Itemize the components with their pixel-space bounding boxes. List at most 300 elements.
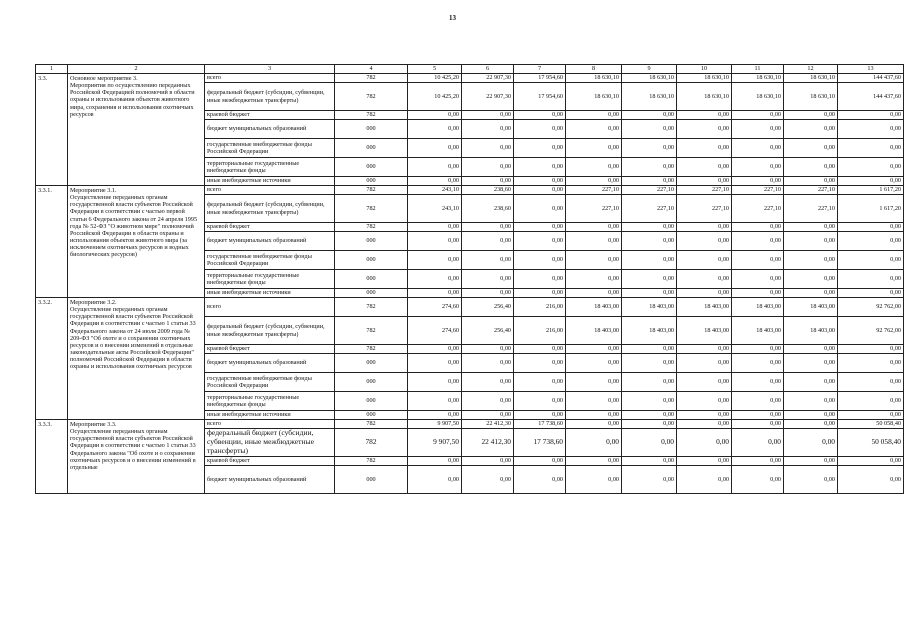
amount-value: 0,00: [408, 373, 462, 392]
amount-value: 0,00: [462, 251, 514, 270]
amount-value: 0,00: [514, 345, 566, 354]
amount-value: 0,00: [514, 158, 566, 177]
amount-value: 0,00: [677, 345, 732, 354]
amount-value: 0,00: [677, 111, 732, 120]
amount-value: 0,00: [408, 223, 462, 232]
amount-value: 0,00: [677, 270, 732, 289]
amount-value: 227,10: [732, 186, 784, 195]
amount-value: 256,40: [462, 298, 514, 317]
funding-source: бюджет муниципальных образований: [205, 232, 335, 251]
total-value: 144 437,60: [838, 83, 904, 111]
amount-value: 0,00: [514, 177, 566, 186]
amount-value: 0,00: [677, 411, 732, 420]
amount-value: 0,00: [462, 411, 514, 420]
amount-value: 0,00: [784, 392, 838, 411]
amount-value: 0,00: [408, 251, 462, 270]
amount-value: 0,00: [784, 457, 838, 466]
amount-value: 0,00: [677, 354, 732, 373]
amount-value: 0,00: [462, 457, 514, 466]
amount-value: 0,00: [732, 457, 784, 466]
total-value: 0,00: [838, 232, 904, 251]
budget-code: 000: [335, 139, 408, 158]
amount-value: 0,00: [784, 251, 838, 270]
amount-value: 0,00: [566, 466, 622, 494]
total-value: 0,00: [838, 139, 904, 158]
amount-value: 0,00: [677, 289, 732, 298]
amount-value: 18 630,10: [784, 83, 838, 111]
funding-source: краевой бюджет: [205, 111, 335, 120]
amount-value: 0,00: [732, 120, 784, 139]
amount-value: 17 954,60: [514, 74, 566, 83]
amount-value: 0,00: [677, 420, 732, 429]
funding-source: бюджет муниципальных образований: [205, 120, 335, 139]
column-number-11: 11: [732, 65, 784, 74]
amount-value: 0,00: [784, 223, 838, 232]
amount-value: 0,00: [514, 270, 566, 289]
amount-value: 10 425,20: [408, 83, 462, 111]
amount-value: 18 403,00: [784, 317, 838, 345]
amount-value: 0,00: [784, 420, 838, 429]
amount-value: 0,00: [514, 354, 566, 373]
amount-value: 0,00: [514, 251, 566, 270]
funding-source: иные внебюджетные источники: [205, 289, 335, 298]
amount-value: 0,00: [622, 392, 677, 411]
total-value: 1 617,20: [838, 186, 904, 195]
budget-code: 782: [335, 345, 408, 354]
amount-value: 0,00: [622, 270, 677, 289]
budget-code: 782: [335, 74, 408, 83]
amount-value: 0,00: [784, 232, 838, 251]
budget-code: 000: [335, 177, 408, 186]
activity-title: Мероприятие 3.3. Осуществление переданных органам государственной власти субъектов Российской Федерации в соответствии с частью 1 статьи 33 Федерального закона "Об охоте и о сохранении охотничьих ресурсов и о внесении изменений в отдельные: [68, 420, 205, 494]
amount-value: 0,00: [732, 466, 784, 494]
amount-value: 0,00: [622, 373, 677, 392]
amount-value: 9 907,50: [408, 420, 462, 429]
total-value: 92 762,00: [838, 298, 904, 317]
amount-value: 18 403,00: [677, 298, 732, 317]
amount-value: 0,00: [514, 392, 566, 411]
budget-code: 000: [335, 289, 408, 298]
budget-code: 000: [335, 251, 408, 270]
amount-value: 0,00: [462, 354, 514, 373]
total-value: 50 058,40: [838, 429, 904, 457]
amount-value: 17 954,60: [514, 83, 566, 111]
amount-value: 18 403,00: [566, 317, 622, 345]
total-value: 0,00: [838, 457, 904, 466]
column-number-13: 13: [838, 65, 904, 74]
funding-source: краевой бюджет: [205, 457, 335, 466]
budget-code: 782: [335, 83, 408, 111]
amount-value: 0,00: [732, 354, 784, 373]
amount-value: 0,00: [622, 345, 677, 354]
amount-value: 0,00: [732, 345, 784, 354]
column-number-10: 10: [677, 65, 732, 74]
amount-value: 0,00: [408, 270, 462, 289]
amount-value: 0,00: [566, 392, 622, 411]
amount-value: 0,00: [566, 457, 622, 466]
amount-value: 0,00: [408, 177, 462, 186]
budget-code: 782: [335, 111, 408, 120]
funding-source: территориальные государственные внебюджетные фонды: [205, 158, 335, 177]
budget-code: 782: [335, 457, 408, 466]
total-value: 0,00: [838, 392, 904, 411]
amount-value: 227,10: [677, 186, 732, 195]
table-row: [36, 74, 904, 83]
amount-value: 216,00: [514, 317, 566, 345]
header-row: [36, 65, 904, 74]
amount-value: 0,00: [566, 354, 622, 373]
amount-value: 227,10: [622, 186, 677, 195]
amount-value: 0,00: [462, 120, 514, 139]
amount-value: 0,00: [566, 139, 622, 158]
budget-code: 000: [335, 466, 408, 494]
amount-value: 17 738,60: [514, 429, 566, 457]
amount-value: 0,00: [677, 429, 732, 457]
amount-value: 0,00: [408, 139, 462, 158]
amount-value: 18 403,00: [622, 298, 677, 317]
amount-value: 0,00: [784, 373, 838, 392]
amount-value: 0,00: [462, 111, 514, 120]
amount-value: 227,10: [566, 186, 622, 195]
amount-value: 18 630,10: [732, 74, 784, 83]
amount-value: 274,60: [408, 317, 462, 345]
amount-value: 0,00: [732, 111, 784, 120]
amount-value: 0,00: [622, 420, 677, 429]
column-number-7: 7: [514, 65, 566, 74]
amount-value: 0,00: [784, 429, 838, 457]
amount-value: 0,00: [732, 289, 784, 298]
amount-value: 0,00: [784, 289, 838, 298]
total-value: 0,00: [838, 111, 904, 120]
amount-value: 0,00: [732, 177, 784, 186]
amount-value: 10 425,20: [408, 74, 462, 83]
budget-code: 000: [335, 373, 408, 392]
amount-value: 18 630,10: [622, 83, 677, 111]
funding-source: иные внебюджетные источники: [205, 411, 335, 420]
budget-code: 782: [335, 195, 408, 223]
amount-value: 0,00: [677, 457, 732, 466]
budget-code: 000: [335, 158, 408, 177]
total-value: 1 617,20: [838, 195, 904, 223]
amount-value: 0,00: [566, 120, 622, 139]
column-number-9: 9: [622, 65, 677, 74]
amount-value: 18 630,10: [784, 74, 838, 83]
amount-value: 0,00: [514, 223, 566, 232]
amount-value: 0,00: [784, 411, 838, 420]
total-value: 50 058,40: [838, 420, 904, 429]
amount-value: 0,00: [462, 177, 514, 186]
amount-value: 0,00: [622, 232, 677, 251]
column-number-3: 3: [205, 65, 335, 74]
amount-value: 0,00: [784, 120, 838, 139]
column-number-12: 12: [784, 65, 838, 74]
amount-value: 0,00: [566, 111, 622, 120]
amount-value: 18 630,10: [566, 83, 622, 111]
budget-code: 000: [335, 120, 408, 139]
budget-code: 782: [335, 317, 408, 345]
total-value: 92 762,00: [838, 317, 904, 345]
amount-value: 0,00: [732, 420, 784, 429]
page-number: 13: [449, 14, 456, 22]
amount-value: 0,00: [622, 466, 677, 494]
activity-title: Основное мероприятие 3. Мероприятия по осуществлению переданных Российской Федерацией полномочий в области охраны и использования объектов животного мира, сохранения и использования охотничьих ресурсов: [68, 74, 205, 186]
total-value: 0,00: [838, 354, 904, 373]
funding-source: территориальные государственные внебюджетные фонды: [205, 392, 335, 411]
column-number-5: 5: [408, 65, 462, 74]
table-row: [36, 186, 904, 195]
amount-value: 22 907,30: [462, 74, 514, 83]
amount-value: 18 403,00: [677, 317, 732, 345]
amount-value: 227,10: [732, 195, 784, 223]
funding-source: краевой бюджет: [205, 345, 335, 354]
amount-value: 0,00: [784, 345, 838, 354]
table-row: [36, 420, 904, 429]
amount-value: 0,00: [408, 411, 462, 420]
amount-value: 0,00: [462, 345, 514, 354]
amount-value: 227,10: [784, 195, 838, 223]
total-value: 0,00: [838, 373, 904, 392]
amount-value: 274,60: [408, 298, 462, 317]
funding-source: федеральный бюджет (субсидии, субвенции, иные межбюджетные трансферты): [205, 83, 335, 111]
amount-value: 0,00: [732, 158, 784, 177]
funding-source: всего: [205, 420, 335, 429]
amount-value: 0,00: [732, 270, 784, 289]
amount-value: 0,00: [677, 232, 732, 251]
total-value: 0,00: [838, 466, 904, 494]
funding-source: бюджет муниципальных образований: [205, 466, 335, 494]
amount-value: 0,00: [462, 270, 514, 289]
amount-value: 0,00: [732, 232, 784, 251]
amount-value: 0,00: [677, 158, 732, 177]
table-body: [36, 74, 904, 494]
funding-source: федеральный бюджет (субсидии, субвенции, иные межбюджетные трансферты): [205, 317, 335, 345]
amount-value: 0,00: [566, 158, 622, 177]
amount-value: 0,00: [514, 139, 566, 158]
amount-value: 0,00: [514, 373, 566, 392]
amount-value: 17 738,60: [514, 420, 566, 429]
amount-value: 227,10: [784, 186, 838, 195]
amount-value: 0,00: [408, 457, 462, 466]
total-value: 0,00: [838, 223, 904, 232]
amount-value: 0,00: [622, 289, 677, 298]
amount-value: 0,00: [514, 111, 566, 120]
amount-value: 0,00: [408, 120, 462, 139]
amount-value: 0,00: [784, 158, 838, 177]
amount-value: 0,00: [677, 139, 732, 158]
amount-value: 256,40: [462, 317, 514, 345]
amount-value: 227,10: [566, 195, 622, 223]
amount-value: 0,00: [622, 111, 677, 120]
total-value: 0,00: [838, 411, 904, 420]
amount-value: 0,00: [622, 457, 677, 466]
table-row: [36, 298, 904, 317]
amount-value: 0,00: [462, 373, 514, 392]
amount-value: 0,00: [408, 232, 462, 251]
amount-value: 22 412,30: [462, 420, 514, 429]
total-value: 0,00: [838, 120, 904, 139]
funding-source: федеральный бюджет (субсидии, субвенции, иные межбюджетные трансферты): [205, 429, 335, 457]
amount-value: 0,00: [514, 289, 566, 298]
funding-source: всего: [205, 298, 335, 317]
amount-value: 0,00: [462, 289, 514, 298]
budget-code: 000: [335, 270, 408, 289]
amount-value: 18 403,00: [732, 298, 784, 317]
budget-code: 000: [335, 411, 408, 420]
funding-source: иные внебюджетные источники: [205, 177, 335, 186]
funding-source: государственные внебюджетные фонды Российской Федерации: [205, 373, 335, 392]
amount-value: 0,00: [514, 120, 566, 139]
amount-value: 0,00: [677, 466, 732, 494]
amount-value: 0,00: [408, 345, 462, 354]
amount-value: 0,00: [408, 158, 462, 177]
amount-value: 0,00: [462, 232, 514, 251]
amount-value: 243,10: [408, 195, 462, 223]
amount-value: 0,00: [622, 251, 677, 270]
amount-value: 22 907,30: [462, 83, 514, 111]
total-value: 144 437,60: [838, 74, 904, 83]
amount-value: 0,00: [566, 223, 622, 232]
activity-title: Мероприятие 3.1. Осуществление переданных органам государственной власти субъектов Российской Федерации в соответствии с частью первой статьи 6 Федерального закона от 24 апреля 1995 года № 52-ФЗ "О животном мире" полномочий Российской Федерации в области охраны и использования объектов животного мира (за исключением охотничьих ресурсов и водных биологических ресурсов): [68, 186, 205, 298]
amount-value: 0,00: [566, 270, 622, 289]
amount-value: 18 403,00: [622, 317, 677, 345]
amount-value: 18 630,10: [732, 83, 784, 111]
amount-value: 0,00: [566, 373, 622, 392]
amount-value: 0,00: [514, 457, 566, 466]
funding-source: государственные внебюджетные фонды Российской Федерации: [205, 139, 335, 158]
funding-source: бюджет муниципальных образований: [205, 354, 335, 373]
activity-code: 3.3.3.: [36, 420, 68, 494]
activity-code: 3.3.: [36, 74, 68, 186]
amount-value: 0,00: [514, 232, 566, 251]
amount-value: 22 412,30: [462, 429, 514, 457]
amount-value: 0,00: [677, 373, 732, 392]
activity-title: Мероприятие 3.2. Осуществление переданных органам государственной власти субъектов Российской Федерации в соответствии с частью 1 статьи 33 Федерального закона от 24 июля 2009 года № 209-ФЗ "Об охоте и о сохранении охотничьих ресурсов и о внесении изменений в отдельные законодательные акты Российской Федерации" полномочий Российской Федерации в области охраны и использования охотничьих ресурсов: [68, 298, 205, 420]
amount-value: 0,00: [566, 251, 622, 270]
total-value: 0,00: [838, 251, 904, 270]
column-number-6: 6: [462, 65, 514, 74]
total-value: 0,00: [838, 289, 904, 298]
amount-value: 0,00: [784, 270, 838, 289]
amount-value: 227,10: [622, 195, 677, 223]
amount-value: 0,00: [514, 186, 566, 195]
amount-value: 0,00: [408, 354, 462, 373]
amount-value: 0,00: [566, 177, 622, 186]
column-number-4: 4: [335, 65, 408, 74]
funding-source: федеральный бюджет (субсидии, субвенции, иные межбюджетные трансферты): [205, 195, 335, 223]
amount-value: 18 403,00: [732, 317, 784, 345]
funding-source: государственные внебюджетные фонды Российской Федерации: [205, 251, 335, 270]
budget-table: [35, 64, 904, 494]
amount-value: 9 907,50: [408, 429, 462, 457]
budget-code: 782: [335, 420, 408, 429]
amount-value: 0,00: [462, 392, 514, 411]
total-value: 0,00: [838, 158, 904, 177]
total-value: 0,00: [838, 177, 904, 186]
amount-value: 18 630,10: [677, 74, 732, 83]
amount-value: 0,00: [732, 251, 784, 270]
funding-source: всего: [205, 186, 335, 195]
amount-value: 0,00: [622, 429, 677, 457]
amount-value: 238,60: [462, 195, 514, 223]
amount-value: 0,00: [622, 223, 677, 232]
amount-value: 0,00: [677, 177, 732, 186]
column-number-2: 2: [68, 65, 205, 74]
amount-value: 0,00: [566, 345, 622, 354]
amount-value: 0,00: [784, 139, 838, 158]
amount-value: 0,00: [784, 466, 838, 494]
amount-value: 243,10: [408, 186, 462, 195]
amount-value: 18 403,00: [566, 298, 622, 317]
amount-value: 0,00: [408, 466, 462, 494]
column-number-8: 8: [566, 65, 622, 74]
amount-value: 18 630,10: [677, 83, 732, 111]
amount-value: 18 403,00: [784, 298, 838, 317]
amount-value: 0,00: [732, 223, 784, 232]
amount-value: 0,00: [784, 354, 838, 373]
amount-value: 0,00: [732, 392, 784, 411]
budget-code: 000: [335, 392, 408, 411]
amount-value: 0,00: [732, 373, 784, 392]
activity-code: 3.3.1.: [36, 186, 68, 298]
amount-value: 0,00: [732, 429, 784, 457]
amount-value: 0,00: [677, 120, 732, 139]
budget-code: 000: [335, 232, 408, 251]
amount-value: 216,00: [514, 298, 566, 317]
amount-value: 18 630,10: [622, 74, 677, 83]
amount-value: 0,00: [784, 111, 838, 120]
amount-value: 0,00: [408, 111, 462, 120]
activity-code: 3.3.2.: [36, 298, 68, 420]
amount-value: 0,00: [677, 392, 732, 411]
budget-code: 782: [335, 429, 408, 457]
amount-value: 238,60: [462, 186, 514, 195]
budget-code: 000: [335, 354, 408, 373]
amount-value: 0,00: [514, 466, 566, 494]
amount-value: 0,00: [462, 139, 514, 158]
amount-value: 0,00: [514, 411, 566, 420]
amount-value: 0,00: [622, 120, 677, 139]
amount-value: 0,00: [566, 289, 622, 298]
amount-value: 0,00: [462, 158, 514, 177]
amount-value: 0,00: [566, 411, 622, 420]
amount-value: 0,00: [408, 289, 462, 298]
amount-value: 0,00: [514, 195, 566, 223]
budget-code: 782: [335, 223, 408, 232]
funding-source: краевой бюджет: [205, 223, 335, 232]
amount-value: 0,00: [622, 158, 677, 177]
amount-value: 0,00: [566, 429, 622, 457]
total-value: 0,00: [838, 270, 904, 289]
column-number-1: 1: [36, 65, 68, 74]
amount-value: 0,00: [732, 411, 784, 420]
amount-value: 0,00: [566, 420, 622, 429]
total-value: 0,00: [838, 345, 904, 354]
budget-code: 782: [335, 186, 408, 195]
amount-value: 0,00: [622, 139, 677, 158]
amount-value: 0,00: [566, 232, 622, 251]
amount-value: 0,00: [677, 223, 732, 232]
amount-value: 0,00: [622, 411, 677, 420]
amount-value: 227,10: [677, 195, 732, 223]
amount-value: 0,00: [784, 177, 838, 186]
amount-value: 18 630,10: [566, 74, 622, 83]
amount-value: 0,00: [622, 177, 677, 186]
budget-code: 782: [335, 298, 408, 317]
amount-value: 0,00: [732, 139, 784, 158]
funding-source: территориальные государственные внебюджетные фонды: [205, 270, 335, 289]
amount-value: 0,00: [462, 223, 514, 232]
amount-value: 0,00: [462, 466, 514, 494]
